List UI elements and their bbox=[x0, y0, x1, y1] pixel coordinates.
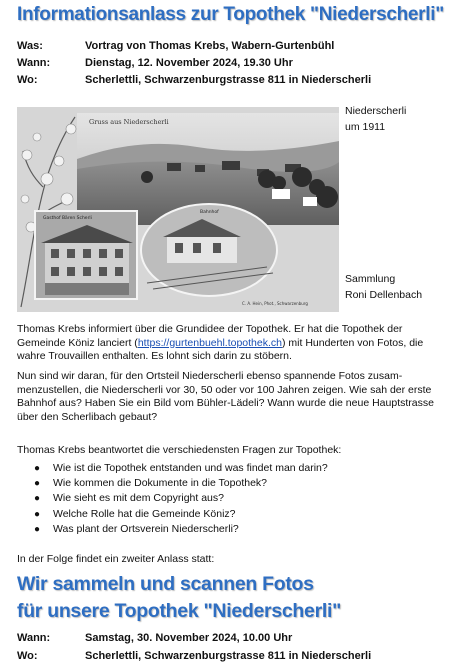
inn-label: Gasthof Bären Scherli bbox=[43, 216, 92, 221]
paragraph-intro bbox=[17, 323, 442, 364]
row-value: Scherlettli, Schwarzenburgstrasse 811 in Niederscherli bbox=[85, 650, 372, 662]
list-item-text: Welche Rolle hat die Gemeinde Köniz? bbox=[53, 507, 236, 520]
row-value: Dienstag, 12. November 2024, 19.30 Uhr bbox=[85, 57, 293, 69]
list-item bbox=[34, 461, 328, 476]
list-item bbox=[34, 491, 328, 506]
event2-title-line1: Wir sammeln und scannen Fotos bbox=[17, 573, 314, 595]
paragraph-text: ) mit Hunderten von Fotos, die wahre Trouvaillen enthalten. Es lohnt sich darin zu stöbern. bbox=[17, 336, 424, 362]
list-item-text: Wie ist die Topothek entstanden und was findet man darin? bbox=[53, 462, 328, 474]
paragraph-collection: Nun sind wir daran, für den Ortsteil Niederscherli ebenso spannende Fotos zusam-menzustellen, die Niederscherli vor 30, 50 oder vor 100 Jahren zeigen. Wie sah der erste Bahnhof aus? Haben Sie ein Bild vom Bühler-Lädeli? Wann wurde die neue Hauptstrasse über den Scherlibach gebaut? bbox=[17, 370, 434, 423]
photo-caption-top bbox=[345, 103, 406, 135]
bullet-icon: ● bbox=[34, 493, 41, 505]
list-item-text: Was plant der Ortsverein Niederscherli? bbox=[53, 522, 239, 535]
list-item-text: Wie kommen die Dokumente in die Topothek? bbox=[53, 477, 268, 490]
row-label: Wann: bbox=[17, 632, 51, 644]
row-value: Samstag, 30. November 2024, 10.00 Uhr bbox=[85, 632, 293, 644]
caption-line: Sammlung bbox=[345, 273, 396, 285]
caption-line: um 1911 bbox=[345, 121, 386, 133]
publisher-label: C. A. Hein, Phot., Schwarzenburg bbox=[242, 301, 308, 306]
bullet-icon: ● bbox=[34, 478, 41, 490]
paragraph-questions-intro: Thomas Krebs beantwortet die verschiedensten Fragen zur Topothek: bbox=[17, 444, 342, 456]
row-label: Wann: bbox=[17, 57, 51, 69]
paragraph-second-event-intro: In der Folge findet ein zweiter Anlass statt: bbox=[17, 553, 215, 565]
bullet-icon: ● bbox=[34, 523, 41, 535]
row-value: Vortrag von Thomas Krebs, Wabern-Gurtenbühl bbox=[85, 40, 335, 52]
photo-caption-bottom bbox=[345, 271, 422, 303]
event1-title: Informationsanlass zur Topothek "Niederscherli" bbox=[17, 4, 444, 25]
bullet-icon: ● bbox=[34, 508, 41, 520]
event2-title-line2: für unsere Topothek "Niederscherli" bbox=[17, 600, 342, 622]
list-item bbox=[34, 476, 328, 491]
row-label: Wo: bbox=[17, 74, 38, 86]
row-label: Wo: bbox=[17, 650, 38, 662]
postcard-title: Gruss aus Niederscherli bbox=[89, 118, 169, 126]
historic-postcard-photo bbox=[17, 107, 339, 312]
row-label: Was: bbox=[17, 40, 43, 52]
list-item bbox=[34, 507, 328, 522]
list-item-text: Wie sieht es mit dem Copyright aus? bbox=[53, 492, 224, 505]
station-label: Bahnhof bbox=[200, 210, 219, 215]
paragraph-text: Thomas Krebs informiert über die Grundidee der Topothek. Er hat die Topothek der Gemeinde Köniz lanciert ( bbox=[17, 323, 403, 349]
list-item bbox=[34, 522, 328, 537]
bullet-icon: ● bbox=[34, 463, 41, 474]
caption-line: Roni Dellenbach bbox=[345, 289, 423, 301]
row-value: Scherlettli, Schwarzenburgstrasse 811 in Niederscherli bbox=[85, 74, 372, 86]
topothek-link[interactable]: https://gurtenbuehl.topothek.ch bbox=[137, 336, 282, 349]
caption-line: Niederscherli bbox=[345, 105, 407, 117]
question-list bbox=[34, 461, 328, 537]
